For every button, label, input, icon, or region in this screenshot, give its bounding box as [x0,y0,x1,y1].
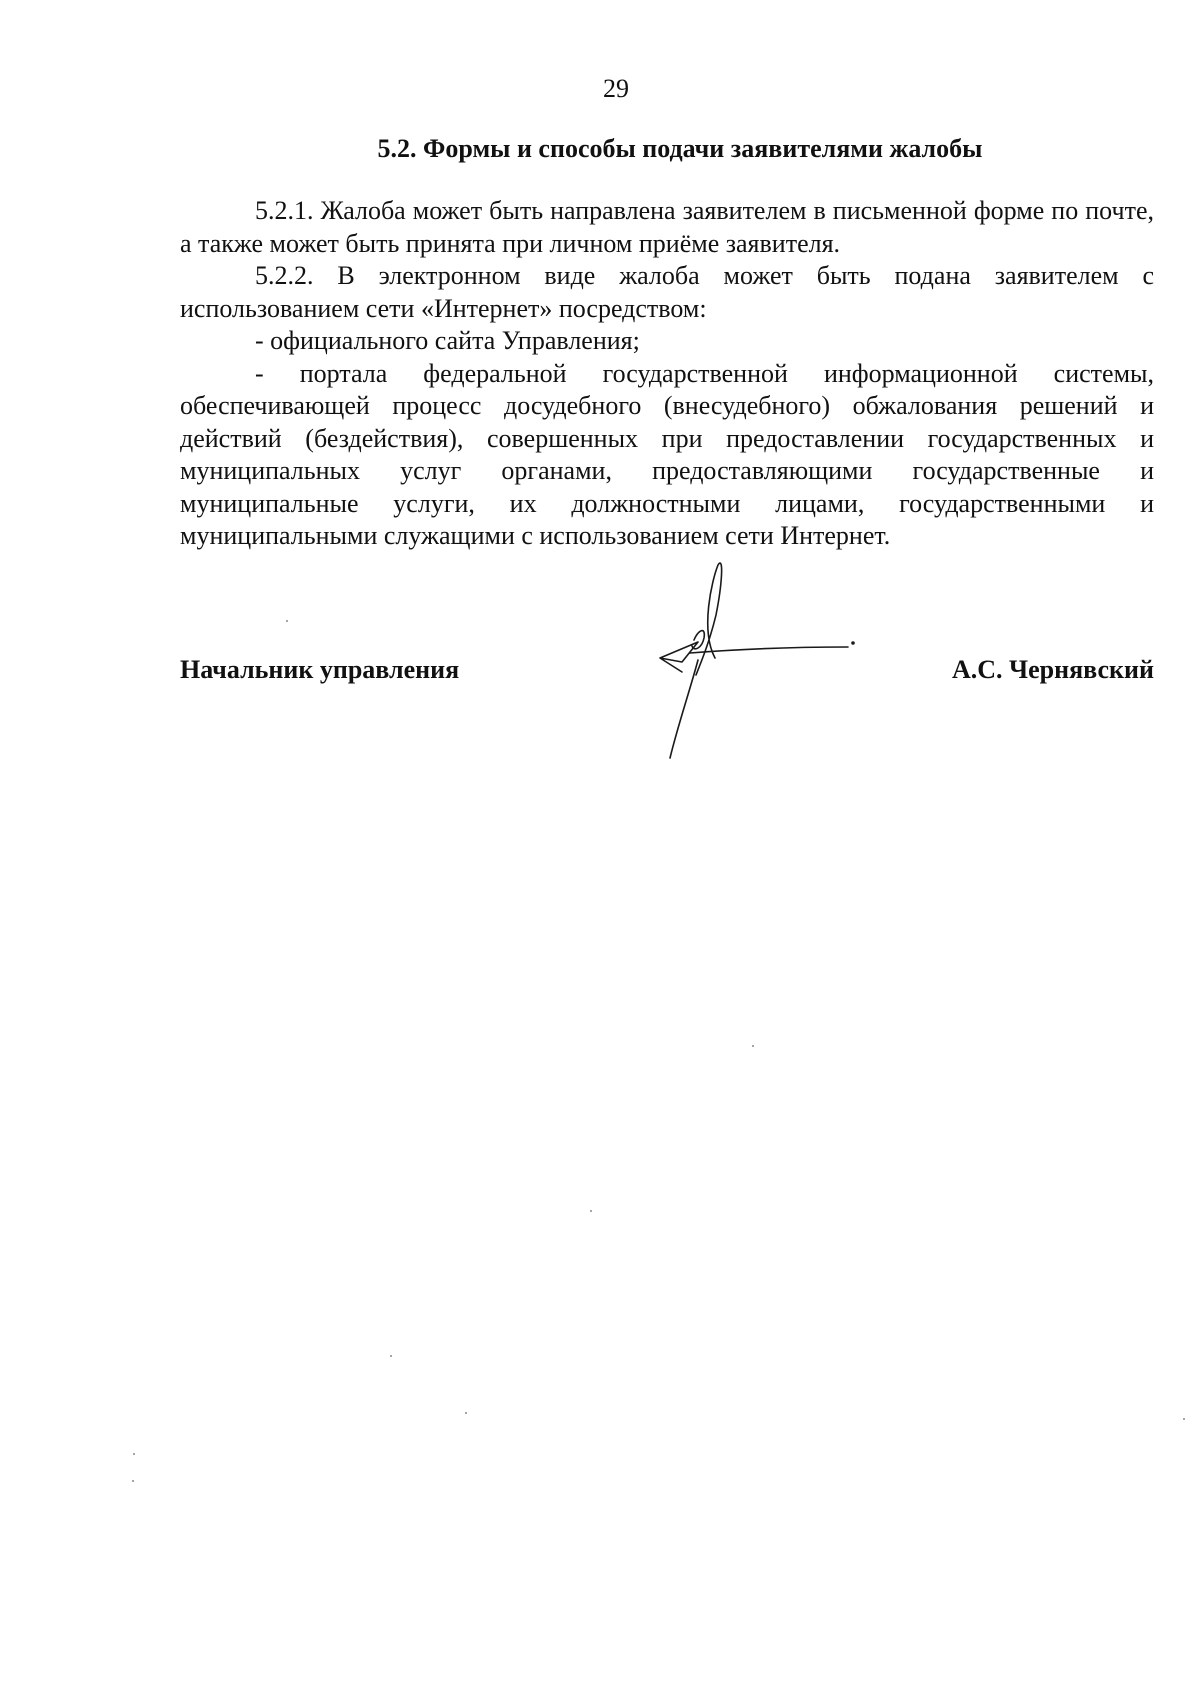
scan-speck [1183,1418,1185,1420]
signature-block [180,655,1154,695]
page-number: 29 [603,74,629,103]
signer-position: Начальник управления [180,655,460,684]
list-item-federal-portal: - портала федеральной государственной информационной системы, обеспечивающей процесс досудебного (внесудебного) обжалования решений и действий (бездействия), совершенных при предоставлении государственных и муниципальных услуг органами, предоставляющими государственные и муниципальные услуги, их должностными лицами, государственными и муниципальными служащими с использованием сети Интернет. [180,358,1154,550]
list-item-official-site: - официального сайта Управления; [255,326,640,355]
paragraph-5-2-2: 5.2.2. В электронном виде жалоба может быть подана заявителем с использованием сети «Интернет» посредством: [180,261,1154,323]
body-text [180,195,1154,553]
scan-speck [133,1453,135,1455]
paragraph-5-2-1: 5.2.1. Жалоба может быть направлена заявителем в письменной форме по почте, а также может быть принята при личном приёме заявителя. [180,196,1154,258]
scan-speck [390,1355,392,1357]
scan-speck [752,1045,754,1047]
scan-speck [286,620,288,622]
scan-speck [465,1412,467,1414]
scan-speck [590,1210,592,1212]
signer-name: А.С. Чернявский [951,655,1154,684]
section-title: 5.2. Формы и способы подачи заявителями жалобы [377,134,983,163]
scan-speck [132,1480,134,1482]
